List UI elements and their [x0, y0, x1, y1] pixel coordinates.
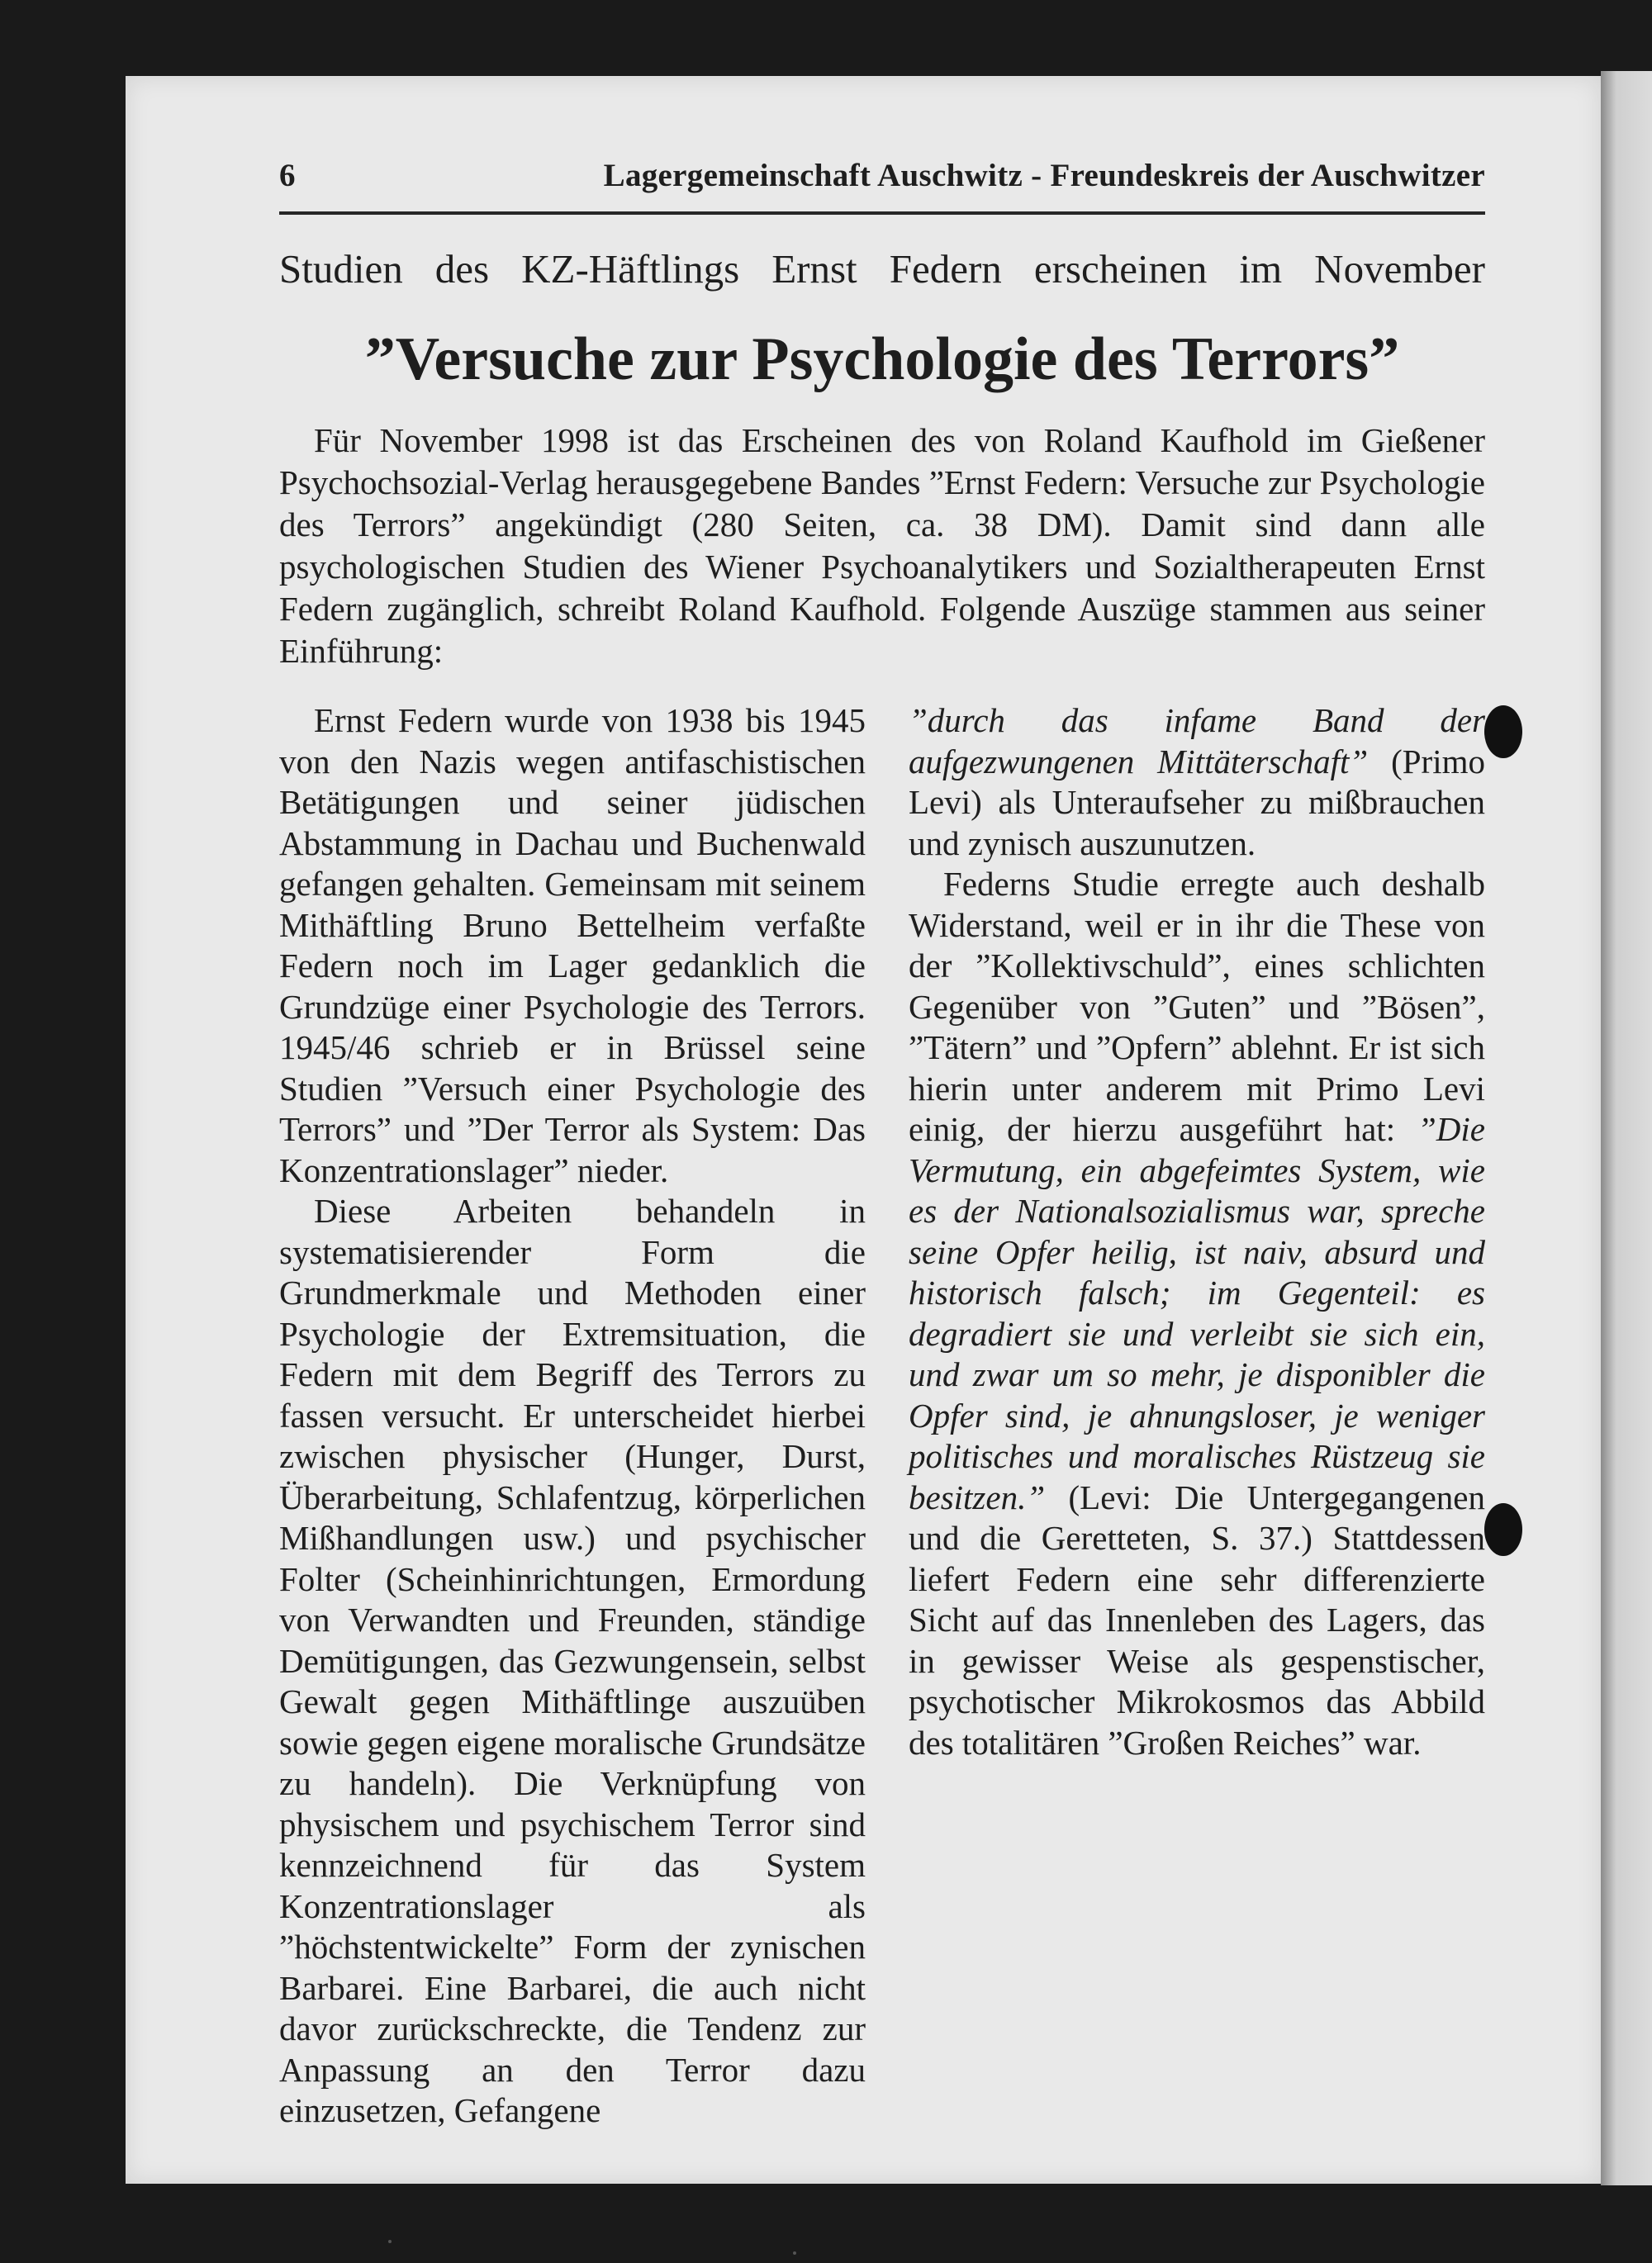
paragraph-text: (Levi: Die Untergegangenen und die Geretteten, S. 37.) Stattdessen liefert Federn eine sehr differenzierte Sicht auf das Innenleben des Lagers, das in gewisser Weise als gespenstischer, psychotischer Mikrokosmos das Abbild des totalitären ”Großen Reiches” war. — [909, 1478, 1485, 1762]
running-header — [279, 157, 1485, 203]
quote-levi: ”Die Vermutung, ein abgefeimtes System, wie es der Nationalsozialismus war, spreche seine Opfer heilig, ist naiv, absurd und historisch falsch; im Gegenteil: es degradiert sie und verleibt sie sich ein, und zwar um so mehr, je disponibler die Opfer sind, je ahnungsloser, je weniger politisches und moralisches Rüstzeug sie besitzen.” — [909, 1110, 1485, 1516]
paragraph: Diese Arbeiten behandeln in systematisierender Form die Grundmerkmale und Methoden einer Psychologie der Extremsituation, die Federn mit dem Begriff des Terrors zu fassen versucht. Er unterscheidet hierbei zwischen physischer (Hunger, Durst, Überarbeitung, Schlafentzug, körperlichen Mißhandlungen usw.) und psychischer Folter (Scheinhinrichtungen, Ermordung von Verwandten und Freunden, ständige Demütigungen, das Gezwungensein, selbst Gewalt gegen Mithäftlinge auszuüben sowie gegen eigene moralische Grundsätze zu handeln). Die Verknüpfung von physischem und psychischem Terror sind kennzeichnend für das System Konzentrationslager als ”höchstentwickelte” Form der zynischen Barbarei. Eine Barbarei, die auch nicht davor zurückschreckte, die Tendenz zur Anpassung an den Terror dazu einzusetzen, Gefangene — [279, 1192, 866, 2129]
quote-primo-levi: ”durch das infame Band der aufgezwungenen Mittäterschaft” — [909, 701, 1485, 780]
scan-speck — [388, 2240, 392, 2243]
column-left — [279, 700, 866, 2132]
column-right — [909, 700, 1485, 1763]
paragraph — [909, 864, 1485, 1763]
article-kicker: Studien des KZ-Häftlings Ernst Federn erscheinen im November — [279, 246, 1485, 292]
paragraph-continued — [909, 700, 1485, 864]
page-number: 6 — [279, 158, 296, 193]
scan-speck — [793, 2251, 796, 2255]
paragraph-text: Federns Studie erregte auch deshalb Widerstand, weil er in ihr die These von der ”Kollektivschuld”, eines schlichten Gegenüber von ”Guten” und ”Bösen”, ”Tätern” und ”Opfern” ablehnt. Er ist sich hierin unter anderem mit Primo Levi einig, der hierzu ausgeführt hat: — [909, 865, 1485, 1148]
paragraph: Ernst Federn wurde von 1938 bis 1945 von den Nazis wegen antifaschistischen Betätigungen und seiner jüdischen Abstammung in Dachau und Buchenwald gefangen gehalten. Gemeinsam mit seinem Mithäftling Bruno Bettelheim verfaßte Federn noch im Lager gedanklich die Grundzüge einer Psychologie des Terrors. 1945/46 schrieb er in Brüssel seine Studien ”Versuch einer Psychologie des Terrors” und ”Der Terror als System: Das Konzentrationslager” nieder. — [279, 701, 866, 1189]
quote-attribution: (Primo Levi) als Unteraufseher zu mißbrauchen und zynisch auszunutzen. — [909, 742, 1485, 862]
punch-hole-bottom — [1484, 1503, 1522, 1556]
article-intro: Für November 1998 ist das Erscheinen des von Roland Kaufhold im Gießener Psychochsozial-Verlag herausgegebene Bandes ”Ernst Federn: Versuche zur Psychologie des Terrors” angekündigt (280 Seiten, ca. 38 DM). Damit sind dann alle psychologischen Studien des Wiener Psychoanalytikers und Sozialtherapeuten Ernst Federn zugänglich, schreibt Roland Kaufhold. Folgende Auszüge stammen aus seiner Einführung: — [279, 421, 1485, 670]
running-title: Lagergemeinschaft Auschwitz - Freundeskreis der Auschwitzer — [603, 158, 1485, 193]
article-headline: ”Versuche zur Psychologie des Terrors” — [364, 325, 1400, 393]
adjacent-page-edge — [1601, 71, 1652, 2185]
header-rule — [279, 211, 1485, 215]
punch-hole-top — [1484, 705, 1522, 758]
